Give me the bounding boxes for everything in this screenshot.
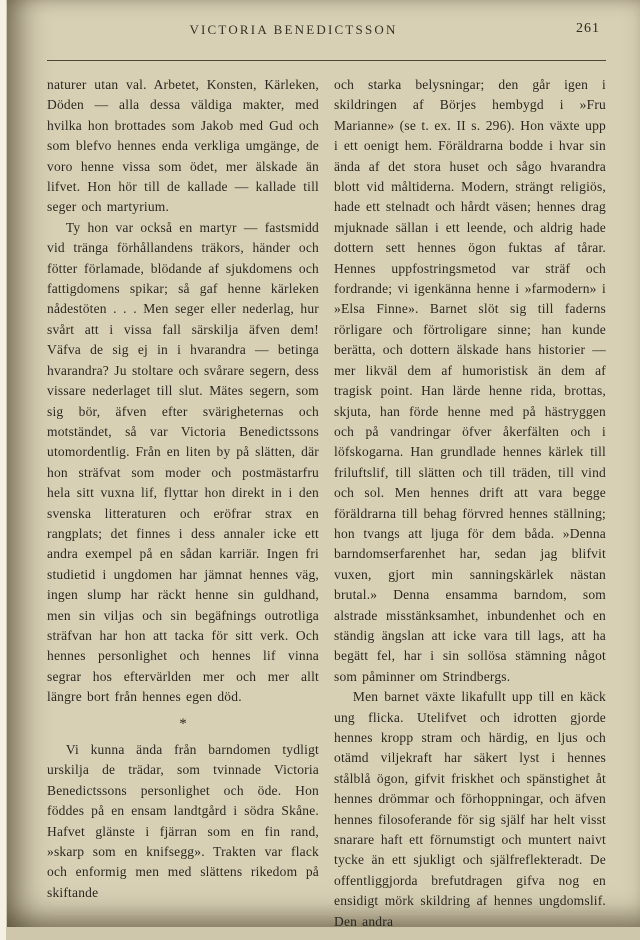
left-column xyxy=(47,75,319,932)
paragraph: naturer utan val. Arbetet, Konsten, Kärleken, Döden — alla dessa väldiga makter, med hvilka hon brottades som Jakob med Gud och som blefvo hennes enda verkliga umgänge, de voro henne vissa som ödet, mer älskade än lifvet. Hon hör till de kallade — kallade till seger och martyrium. xyxy=(47,77,319,215)
paragraph: Men barnet växte likafullt upp till en käck ung flicka. Utelifvet och idrotten gjorde hennes kropp stram och härdig, en ljus och otämd viljekraft har säkert lyst i hennes stålblå ögon, gifvit friskhet och spänstighet åt hennes drömmar och förhoppningar, och äfven hennes filosoferande för sig själf har helt visst snarare haft ett förnumstigt och muntert naivt tycke än ett sjukligt och själfreflekteradt. De offentliggjorda brefutdragen gifva nog en ensidigt mörk skildring af hennes ungdomslif. Den andra xyxy=(334,689,606,929)
paragraph: Vi kunna ända från barndomen tydligt urskilja de trädar, som tvinnade Victoria Benedictssons personlighet och öde. Hon föddes på en ensam landtgård i södra Skåne. Hafvet glänste i fjärran som en fin rand, »skarp som en knifsegg». Trakten var flack och enformig men med slättens rikedom på skiftande xyxy=(47,742,319,900)
right-column xyxy=(334,75,606,932)
page-header xyxy=(7,0,640,60)
paragraph: och starka belysningar; den går igen i skildringen af Börjes hembygd i »Fru Marianne» (se t. ex. II s. 296). Hon växte upp i ett oenigt hem. Föräldrarna bodde i hvar sin ända af det stora huset och sågo hvarandra blott vid måltiderna. Modern, strängt religiös, hade ett stelnadt och hårdt väsen; hennes drag mjuknade sällan i ett leende, och aldrig hade dottern sett hennes ögon fuktas af tårar. Hennes uppfostringsmetod var sträf och fordrande; vi igenkänna henne i »farmodern» i »Elsa Finne». Barnet slöt sig till faderns rörligare och förtroligare sinne; han kunde berätta, och dottern älskade hans historier — mer likväl dem af humoristisk än dem af tragisk point. Han lärde henne rida, brottas, skjuta, han förde henne med på hästryggen och på vandringar öfver åkerfälten och i löfskogarna. Han grundlade hennes kärlek till friluftslif, till slätten och till träden, till vind och sol. Men hennes drift att vara begge föräldrarna till behag förvred hennes ställning; hon tvangs att ljuga för dem båda. »Denna barndomserfarenhet har, sedan jag blifvit vuxen, gjort min sanningskärlek nästan brutal.» Denna ensamma barndom, som alstrade misstänksamhet, inbundenhet och en ständig ängslan att icke vara till lags, att ha begätt fel, har i sin sollösa stämning något som påminner om Strindbergs. xyxy=(334,77,606,684)
text-columns xyxy=(7,61,640,932)
page-number: 261 xyxy=(576,21,600,36)
running-title: VICTORIA BENEDICTSSON xyxy=(189,22,398,37)
book-page xyxy=(7,0,640,927)
section-separator: * xyxy=(179,715,187,732)
paragraph: Ty hon var också en martyr — fastsmidd vid tränga förhållandens träkors, händer och fötter förlamade, blödande af sjukdomens och fattigdomens spikar; så gaf henne kärleken nådestöten . . . Men seger eller nederlag, hur svårt att i vissa fall särskilja äfven dem! Väfva de sig ej in i hvarandra — betinga hvarandra? Ju stoltare och svårare segern, dess vissare nederlaget till slut. Mätes segern, som sig bör, äfven efter svärigheternas och motständet, så var Victoria Benedictssons utomordentlig. Från en liten by på slätten, där hon sträfvat som moder och postmästarfru hela sitt vuxna lif, flyttar hon direkt in i den svenska litteraturen och eröfrar strax en rangplats; det finnes i dess annaler icke ett andra exempel på en sådan karriär. Ingen fri studietid i ungdomen har jämnat hennes väg, ingen slump har räckt henne sin guldhand, men sin viljas och sin begäfnings outrotliga sträfvan har hon att tacka för sitt verk. Och hennes personlighet och hennes lif vinna segrar hos eftervärlden mer och mer allt längre bort från hennes egen död. xyxy=(47,219,319,705)
